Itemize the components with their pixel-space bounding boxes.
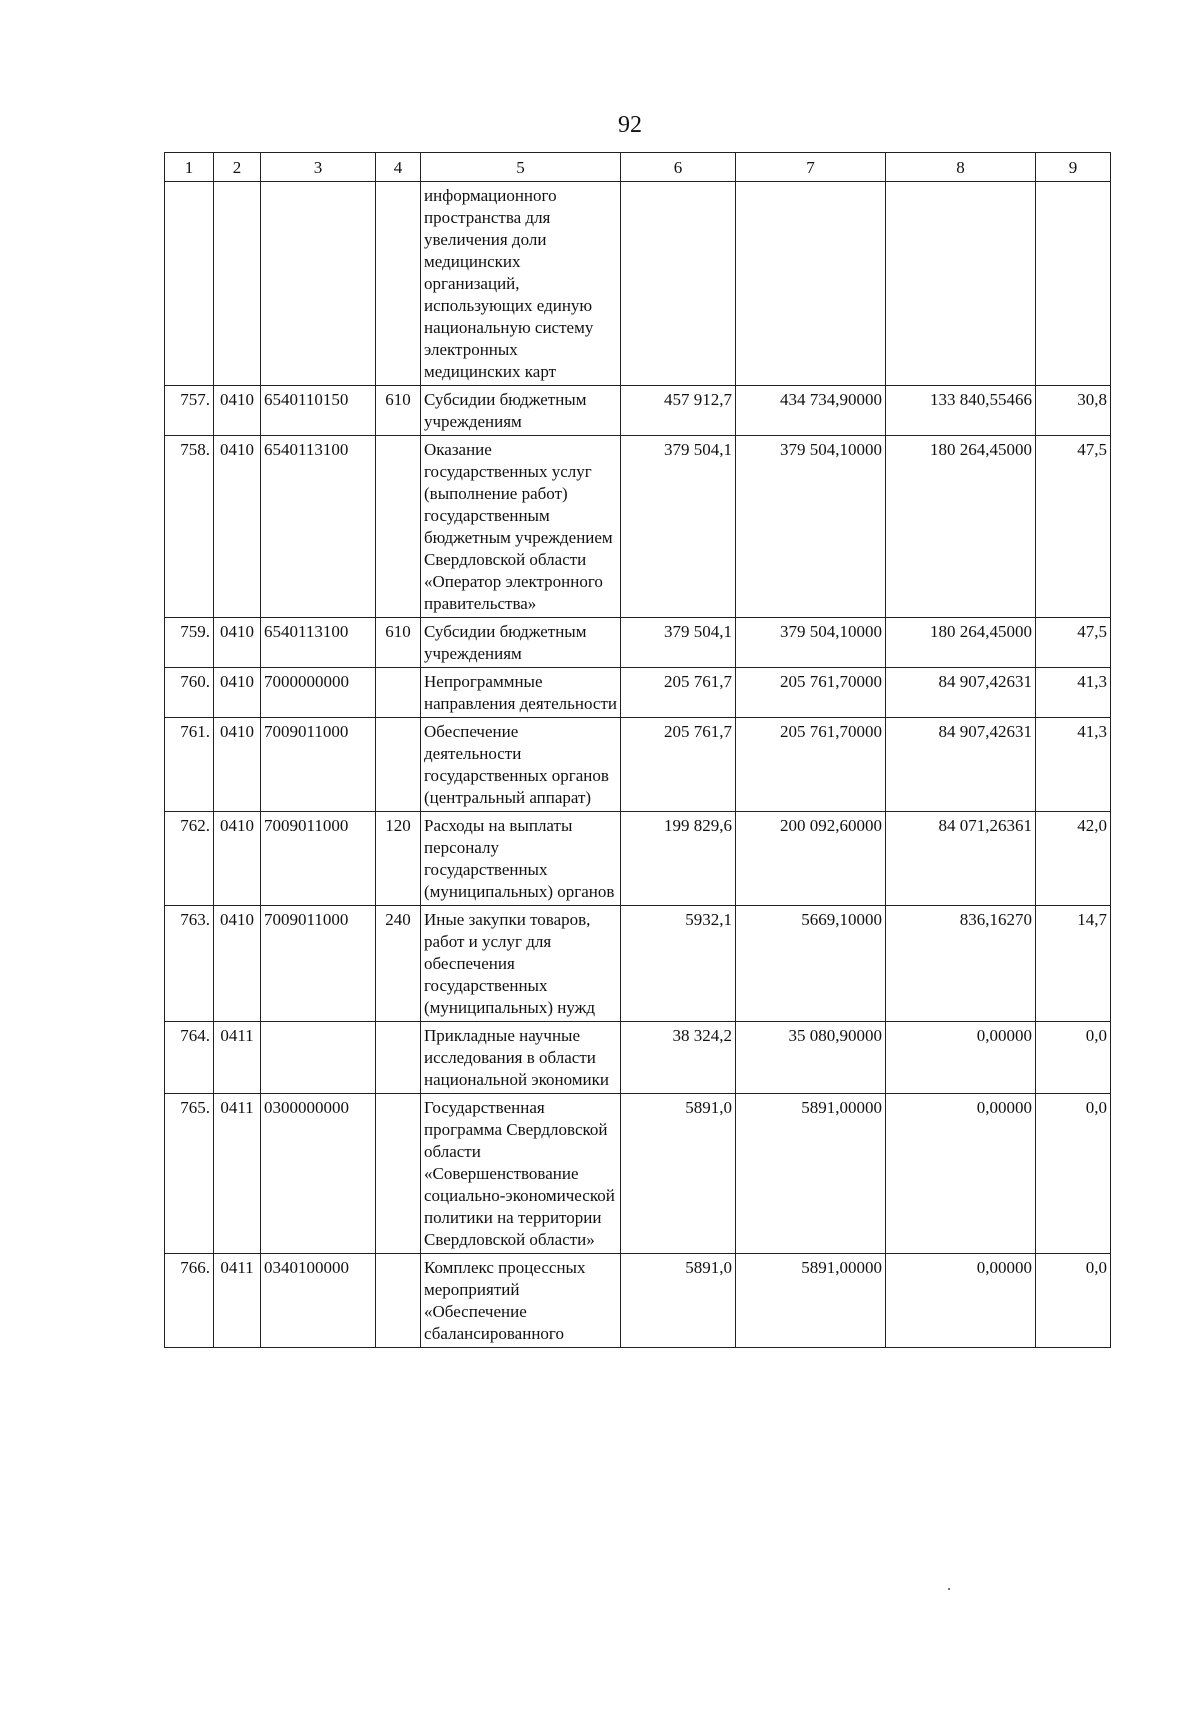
section-code-cell: 0410	[214, 618, 261, 668]
executed-amount-cell: 180 264,45000	[886, 618, 1036, 668]
approved-amount-cell: 5891,0	[621, 1254, 736, 1348]
description-cell: Оказание государственных услуг (выполнение работ) государственным бюджетным учреждением Свердловской области «Оператор электронного правительства»	[421, 436, 621, 618]
expense-type-cell: 120	[376, 812, 421, 906]
expense-type-cell	[376, 1094, 421, 1254]
table-row	[165, 906, 1111, 1022]
expense-type-cell	[376, 1254, 421, 1348]
row-number-cell: 766.	[165, 1254, 214, 1348]
target-article-cell: 6540113100	[261, 436, 376, 618]
expense-type-cell	[376, 668, 421, 718]
revised-amount-cell: 379 504,10000	[736, 436, 886, 618]
approved-amount-cell: 205 761,7	[621, 668, 736, 718]
percent-cell: 47,5	[1036, 618, 1111, 668]
row-number-cell: 759.	[165, 618, 214, 668]
table-row	[165, 618, 1111, 668]
approved-amount-cell	[621, 182, 736, 386]
column-header: 2	[214, 153, 261, 182]
revised-amount-cell: 379 504,10000	[736, 618, 886, 668]
table-row	[165, 1094, 1111, 1254]
expense-type-cell	[376, 436, 421, 618]
column-header: 6	[621, 153, 736, 182]
target-article-cell: 7009011000	[261, 812, 376, 906]
target-article-cell: 6540113100	[261, 618, 376, 668]
percent-cell: 41,3	[1036, 668, 1111, 718]
column-header: 5	[421, 153, 621, 182]
revised-amount-cell: 434 734,90000	[736, 386, 886, 436]
description-cell: Комплекс процессных мероприятий «Обеспечение сбалансированного	[421, 1254, 621, 1348]
expense-type-cell: 240	[376, 906, 421, 1022]
column-header: 8	[886, 153, 1036, 182]
approved-amount-cell: 199 829,6	[621, 812, 736, 906]
executed-amount-cell: 84 071,26361	[886, 812, 1036, 906]
row-number-cell: 762.	[165, 812, 214, 906]
executed-amount-cell	[886, 182, 1036, 386]
row-number-cell: 757.	[165, 386, 214, 436]
description-cell: Государственная программа Свердловской области «Совершенствование социально-экономической политики на территории Свердловской области»	[421, 1094, 621, 1254]
description-cell: Прикладные научные исследования в области национальной экономики	[421, 1022, 621, 1094]
executed-amount-cell: 836,16270	[886, 906, 1036, 1022]
description-cell: Иные закупки товаров, работ и услуг для обеспечения государственных (муниципальных) нужд	[421, 906, 621, 1022]
section-code-cell: 0410	[214, 386, 261, 436]
percent-cell: 0,0	[1036, 1022, 1111, 1094]
revised-amount-cell: 205 761,70000	[736, 718, 886, 812]
row-number-cell: 758.	[165, 436, 214, 618]
target-article-cell: 7009011000	[261, 718, 376, 812]
target-article-cell: 6540110150	[261, 386, 376, 436]
executed-amount-cell: 84 907,42631	[886, 668, 1036, 718]
page-number: 92	[618, 112, 642, 138]
executed-amount-cell: 180 264,45000	[886, 436, 1036, 618]
header-row	[165, 153, 1111, 182]
table-row	[165, 1254, 1111, 1348]
column-header: 3	[261, 153, 376, 182]
row-number-cell: 765.	[165, 1094, 214, 1254]
column-header: 4	[376, 153, 421, 182]
approved-amount-cell: 205 761,7	[621, 718, 736, 812]
percent-cell: 30,8	[1036, 386, 1111, 436]
section-code-cell	[214, 182, 261, 386]
section-code-cell: 0411	[214, 1254, 261, 1348]
section-code-cell: 0411	[214, 1022, 261, 1094]
section-code-cell: 0410	[214, 436, 261, 618]
description-cell: Обеспечение деятельности государственных органов (центральный аппарат)	[421, 718, 621, 812]
target-article-cell: 0300000000	[261, 1094, 376, 1254]
section-code-cell: 0410	[214, 718, 261, 812]
section-code-cell: 0411	[214, 1094, 261, 1254]
percent-cell: 41,3	[1036, 718, 1111, 812]
revised-amount-cell: 35 080,90000	[736, 1022, 886, 1094]
target-article-cell: 7000000000	[261, 668, 376, 718]
approved-amount-cell: 38 324,2	[621, 1022, 736, 1094]
section-code-cell: 0410	[214, 812, 261, 906]
table-row	[165, 668, 1111, 718]
percent-cell	[1036, 182, 1111, 386]
expense-type-cell	[376, 718, 421, 812]
revised-amount-cell	[736, 182, 886, 386]
table-body	[165, 182, 1111, 1348]
row-number-cell: 763.	[165, 906, 214, 1022]
table-row	[165, 386, 1111, 436]
percent-cell: 14,7	[1036, 906, 1111, 1022]
revised-amount-cell: 205 761,70000	[736, 668, 886, 718]
approved-amount-cell: 379 504,1	[621, 436, 736, 618]
revised-amount-cell: 5891,00000	[736, 1254, 886, 1348]
table-row	[165, 812, 1111, 906]
target-article-cell: 0340100000	[261, 1254, 376, 1348]
table-row	[165, 1022, 1111, 1094]
revised-amount-cell: 5669,10000	[736, 906, 886, 1022]
table-row	[165, 718, 1111, 812]
expense-type-cell: 610	[376, 386, 421, 436]
scan-speck	[948, 1588, 950, 1590]
section-code-cell: 0410	[214, 906, 261, 1022]
executed-amount-cell: 0,00000	[886, 1254, 1036, 1348]
row-number-cell	[165, 182, 214, 386]
target-article-cell: 7009011000	[261, 906, 376, 1022]
description-cell: Субсидии бюджетным учреждениям	[421, 618, 621, 668]
column-header: 9	[1036, 153, 1111, 182]
column-header: 7	[736, 153, 886, 182]
approved-amount-cell: 379 504,1	[621, 618, 736, 668]
approved-amount-cell: 5891,0	[621, 1094, 736, 1254]
revised-amount-cell: 200 092,60000	[736, 812, 886, 906]
description-cell: информационного пространства для увеличения доли медицинских организаций, использующих единую национальную систему электронных медицинских карт	[421, 182, 621, 386]
expense-type-cell: 610	[376, 618, 421, 668]
column-header: 1	[165, 153, 214, 182]
section-code-cell: 0410	[214, 668, 261, 718]
executed-amount-cell: 133 840,55466	[886, 386, 1036, 436]
target-article-cell	[261, 182, 376, 386]
table-row	[165, 436, 1111, 618]
description-cell: Субсидии бюджетным учреждениям	[421, 386, 621, 436]
revised-amount-cell: 5891,00000	[736, 1094, 886, 1254]
executed-amount-cell: 84 907,42631	[886, 718, 1036, 812]
percent-cell: 42,0	[1036, 812, 1111, 906]
description-cell: Непрограммные направления деятельности	[421, 668, 621, 718]
expense-type-cell	[376, 182, 421, 386]
percent-cell: 47,5	[1036, 436, 1111, 618]
expense-type-cell	[376, 1022, 421, 1094]
budget-table	[164, 152, 1111, 1348]
description-cell: Расходы на выплаты персоналу государственных (муниципальных) органов	[421, 812, 621, 906]
executed-amount-cell: 0,00000	[886, 1022, 1036, 1094]
approved-amount-cell: 5932,1	[621, 906, 736, 1022]
target-article-cell	[261, 1022, 376, 1094]
executed-amount-cell: 0,00000	[886, 1094, 1036, 1254]
row-number-cell: 760.	[165, 668, 214, 718]
approved-amount-cell: 457 912,7	[621, 386, 736, 436]
row-number-cell: 761.	[165, 718, 214, 812]
table-row	[165, 182, 1111, 386]
percent-cell: 0,0	[1036, 1094, 1111, 1254]
row-number-cell: 764.	[165, 1022, 214, 1094]
percent-cell: 0,0	[1036, 1254, 1111, 1348]
